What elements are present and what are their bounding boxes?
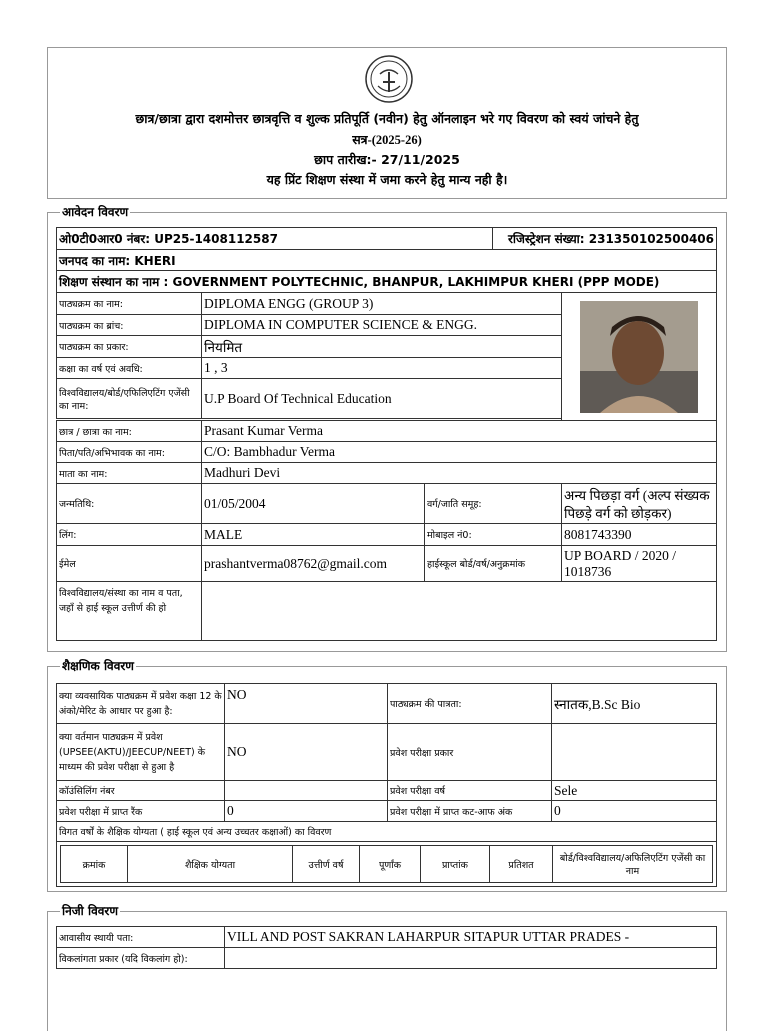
father-name: C/O: Bambhadur Verma bbox=[202, 442, 717, 463]
email-value: prashantverma08762@gmail.com bbox=[202, 546, 425, 582]
exam-type-label: प्रवेश परीक्षा प्रकार bbox=[388, 724, 552, 781]
history-col-serial: क्रमांक bbox=[61, 846, 128, 883]
mother-name-label: माता का नाम: bbox=[57, 463, 202, 484]
dob-value: 01/05/2004 bbox=[202, 484, 425, 524]
dob-label: जन्मतिथि: bbox=[57, 484, 202, 524]
email-label: ईमेल bbox=[57, 546, 202, 582]
academic-table bbox=[56, 683, 717, 887]
registration-number: रजिस्ट्रेशन संख्या: 231350102500406 bbox=[493, 228, 717, 250]
header-title: छात्र/छात्रा द्वारा दशमोत्तर छात्रवृत्ति व शुल्क प्रतिपूर्ति (नवीन) हेतु ऑनलाइन भरे गए विवरण को स्वयं जांचने हेतु bbox=[135, 111, 639, 126]
highschool-institution-label: विश्वविद्यालय/संस्था का नाम व पता, जहाँ से हाई स्कूल उत्तीर्ण की हो bbox=[57, 582, 202, 641]
otr-number: ओ0टी0आर0 नंबर: UP25-1408112587 bbox=[57, 228, 493, 250]
course-name-label: पाठ्यक्रम का नाम: bbox=[57, 293, 202, 315]
exam-year-value: Sele bbox=[552, 781, 717, 801]
class-year: 1 , 3 bbox=[202, 358, 562, 379]
mobile-value: 8081743390 bbox=[562, 524, 717, 546]
cutoff-value: 0 bbox=[552, 801, 717, 822]
header-print-date: छाप तारीख:- 27/11/2025 bbox=[314, 152, 460, 167]
exam-type-value bbox=[552, 724, 717, 781]
university-label: विश्वविद्यालय/बोर्ड/एफिलिएटिंग एजेंसी का नाम: bbox=[57, 379, 202, 419]
personal-legend: निजी विवरण bbox=[62, 904, 118, 918]
mother-name: Madhuri Devi bbox=[202, 463, 717, 484]
course-type: नियमित bbox=[202, 336, 562, 358]
entrance-admission-label: क्या वर्तमान पाठ्यक्रम में प्रवेश (UPSEE(AKTU)/JEECUP/NEET) के माध्यम की प्रवेश परीक्षा से हुआ है bbox=[57, 724, 225, 781]
eligibility-label: पाठ्यक्रम की पात्रता: bbox=[388, 684, 552, 724]
student-name-label: छात्र / छात्रा का नाम: bbox=[57, 421, 202, 442]
up-government-emblem bbox=[358, 52, 420, 104]
entrance-admission-value: NO bbox=[225, 724, 388, 781]
university-name: U.P Board Of Technical Education bbox=[202, 379, 562, 419]
rank-label: प्रवेश परीक्षा में प्राप्त रैंक bbox=[57, 801, 225, 822]
academic-legend: शैक्षणिक विवरण bbox=[62, 659, 134, 673]
student-name: Prasant Kumar Verma bbox=[202, 421, 717, 442]
class-year-label: कक्षा का वर्ष एवं अवधि: bbox=[57, 358, 202, 379]
application-legend: आवेदन विवरण bbox=[62, 205, 129, 219]
course-type-label: पाठ्यक्रम का प्रकार: bbox=[57, 336, 202, 358]
merit-admission-value: NO bbox=[225, 684, 388, 724]
gender-label: लिंग: bbox=[57, 524, 202, 546]
institution-name: शिक्षण संस्थान का नाम : GOVERNMENT POLYTECHNIC, BHANPUR, LAKHIMPUR KHERI (PPP MODE) bbox=[57, 271, 717, 293]
address-label: आवासीय स्थायी पता: bbox=[57, 927, 225, 948]
history-col-pass-year: उत्तीर्ण वर्ष bbox=[293, 846, 360, 883]
history-table bbox=[60, 845, 713, 883]
course-name: DIPLOMA ENGG (GROUP 3) bbox=[202, 293, 562, 315]
application-table bbox=[56, 227, 717, 641]
disability-label: विकलांगता प्रकार (यदि विकलांग हो): bbox=[57, 948, 225, 969]
student-photo-image bbox=[580, 301, 698, 413]
counselling-label: कॉउंसिलिंग नंबर bbox=[57, 781, 225, 801]
category-label: वर्ग/जाति समूह: bbox=[425, 484, 562, 524]
history-col-percentage: प्रतिशत bbox=[490, 846, 553, 883]
address-value: VILL AND POST SAKRAN LAHARPUR SITAPUR UTTAR PRADES - bbox=[225, 927, 717, 948]
history-col-qualification: शैक्षिक योग्यता bbox=[128, 846, 293, 883]
history-col-obtained-marks: प्राप्तांक bbox=[421, 846, 490, 883]
eligibility-value: स्नातक,B.Sc Bio bbox=[552, 684, 717, 724]
history-label: विगत वर्षों के शैक्षिक योग्यता ( हाई स्कूल एवं अन्य उच्चतर कक्षाओं) का विवरण bbox=[57, 822, 717, 842]
highschool-value: UP BOARD / 2020 / 1018736 bbox=[562, 546, 717, 582]
highschool-institution-value bbox=[202, 582, 717, 641]
student-photo bbox=[580, 301, 698, 413]
category-value: अन्य पिछड़ा वर्ग (अल्प संख्यक पिछड़े वर्ग को छोड़कर) bbox=[562, 484, 717, 524]
history-col-board: बोर्ड/विश्वविद्यालय/अफिलिएटिंग एजेंसी का नाम bbox=[553, 846, 713, 883]
counselling-value bbox=[225, 781, 388, 801]
mobile-label: मोबाइल नं0: bbox=[425, 524, 562, 546]
course-branch-label: पाठ्यक्रम का ब्रांच: bbox=[57, 315, 202, 336]
disability-value bbox=[225, 948, 717, 969]
photo-cell bbox=[562, 293, 717, 421]
merit-admission-label: क्या व्यवसायिक पाठ्यक्रम में प्रवेश कक्षा 12 के अंको/मेरिट के आधार पर हुआ है: bbox=[57, 684, 225, 724]
district-name: जनपद का नाम: KHERI bbox=[57, 250, 717, 271]
father-name-label: पिता/पति/अभिभावक का नाम: bbox=[57, 442, 202, 463]
gender-value: MALE bbox=[202, 524, 425, 546]
highschool-label: हाईस्कूल बोर्ड/वर्ष/अनुक्रमांक bbox=[425, 546, 562, 582]
header-session: सत्र-(2025-26) bbox=[352, 133, 422, 147]
exam-year-label: प्रवेश परीक्षा वर्ष bbox=[388, 781, 552, 801]
rank-value: 0 bbox=[225, 801, 388, 822]
personal-table bbox=[56, 926, 717, 969]
header-disclaimer: यह प्रिंट शिक्षण संस्था में जमा करने हेतु मान्य नही है। bbox=[266, 172, 508, 187]
course-branch: DIPLOMA IN COMPUTER SCIENCE & ENGG. bbox=[202, 315, 562, 336]
cutoff-label: प्रवेश परीक्षा में प्राप्त कट-आफ अंक bbox=[388, 801, 552, 822]
history-table-cell bbox=[57, 842, 717, 887]
history-col-max-marks: पूर्णांक bbox=[360, 846, 421, 883]
